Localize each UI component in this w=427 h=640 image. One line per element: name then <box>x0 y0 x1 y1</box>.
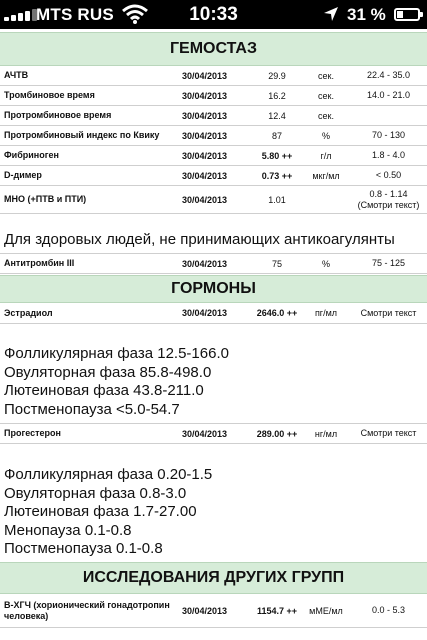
test-name: В-ХГЧ (хорионический гонадотропин человека) <box>4 599 170 621</box>
test-name: Антитромбин III <box>4 258 75 268</box>
test-reference: 70 - 130 <box>371 130 406 140</box>
note-line: Менопауза 0.1-0.8 <box>4 521 132 539</box>
test-date: 30/04/2013 <box>182 308 228 318</box>
test-reference: 75 - 125 <box>371 258 406 268</box>
test-value: 5.80 ++ <box>261 150 293 161</box>
note-line: Лютеиновая фаза 1.7-27.00 <box>4 503 197 520</box>
test-name: МНО (+ПТВ и ПТИ) <box>4 194 87 204</box>
test-reference: Смотри текст <box>360 428 417 438</box>
test-name: Эстрадиол <box>4 307 53 318</box>
test-name: Тромбиновое время <box>4 90 95 100</box>
test-name: Прогестерон <box>4 428 61 438</box>
test-unit: сек. <box>318 110 334 121</box>
clock: 10:33 <box>189 4 238 25</box>
test-name: D-димер <box>4 170 42 180</box>
test-date: 30/04/2013 <box>182 130 228 141</box>
note-line: Постменопауза 0.1-0.8 <box>4 540 163 557</box>
status-bar <box>0 0 427 29</box>
test-name: Протромбиновый индекс по Квику <box>4 130 160 140</box>
test-value: 2646.0 ++ <box>256 308 298 318</box>
section-title: ИССЛЕДОВАНИЯ ДРУГИХ ГРУПП <box>82 569 345 586</box>
test-unit: пг/мл <box>314 308 338 318</box>
test-value: 12.4 <box>268 110 286 121</box>
result-row <box>0 66 427 86</box>
test-unit: нг/мл <box>314 428 338 439</box>
test-date: 30/04/2013 <box>182 605 228 616</box>
test-unit: мМЕ/мл <box>309 605 343 616</box>
note-line: Фолликулярная фаза 0.20-1.5 <box>4 466 213 483</box>
section-header-hemostasis <box>0 32 427 66</box>
test-unit: сек. <box>318 70 334 81</box>
test-value: 16.2 <box>268 90 286 101</box>
carrier-name: MTS RUS <box>36 5 114 24</box>
section-header-hormones <box>0 275 427 303</box>
test-date: 30/04/2013 <box>182 194 228 205</box>
battery-icon <box>394 8 420 21</box>
section-title: ГЕМОСТАЗ <box>169 40 257 57</box>
test-reference <box>350 106 427 125</box>
test-date: 30/04/2013 <box>182 110 228 121</box>
result-row-antithrombin <box>0 253 427 274</box>
test-date: 30/04/2013 <box>182 428 228 439</box>
note-line: Фолликулярная фаза 12.5-166.0 <box>4 345 229 362</box>
test-value: 0.73 ++ <box>261 170 293 181</box>
test-reference: 0.8 - 1.14 (Смотри текст) <box>357 188 420 210</box>
battery-percent: 31 % <box>347 5 386 24</box>
anticoagulant-note: Для здоровых людей, не принимающих антикоагулянты <box>4 231 395 248</box>
test-reference: 0.0 - 5.3 <box>371 605 406 615</box>
result-row-hcg <box>0 594 427 628</box>
note-line: Овуляторная фаза 0.8-3.0 <box>4 484 187 502</box>
result-row <box>0 146 427 166</box>
test-unit <box>302 186 350 213</box>
test-name: Фибриноген <box>4 150 59 160</box>
section-title: ГОРМОНЫ <box>171 280 256 297</box>
progesterone-reference-notes <box>4 466 212 559</box>
test-date: 30/04/2013 <box>182 258 228 269</box>
section-header-other <box>0 562 427 594</box>
note-line: Лютеиновая фаза 43.8-211.0 <box>4 382 204 399</box>
test-unit: г/л <box>320 150 332 161</box>
test-value: 1154.7 ++ <box>256 605 298 616</box>
test-unit: % <box>321 258 330 269</box>
test-value: 29.9 <box>268 70 286 81</box>
result-row <box>0 186 427 214</box>
location-arrow-icon <box>323 6 339 22</box>
test-value: 75 <box>271 258 282 269</box>
result-row-progesterone <box>0 423 427 444</box>
test-name: Протромбиновое время <box>4 110 112 120</box>
test-date: 30/04/2013 <box>182 170 228 181</box>
result-row <box>0 86 427 106</box>
test-date: 30/04/2013 <box>182 150 228 161</box>
result-row <box>0 106 427 126</box>
results-page[interactable] <box>0 29 427 640</box>
test-reference: 14.0 - 21.0 <box>366 90 411 100</box>
result-row <box>0 126 427 146</box>
result-row <box>0 166 427 186</box>
test-date: 30/04/2013 <box>182 90 228 101</box>
test-reference: < 0.50 <box>375 170 402 180</box>
result-row-estradiol <box>0 303 427 324</box>
note-line: Постменопауза <5.0-54.7 <box>4 400 180 418</box>
test-reference: 1.8 - 4.0 <box>371 150 406 160</box>
test-value: 289.00 ++ <box>256 428 298 439</box>
test-reference: Смотри текст <box>360 307 417 318</box>
note-line: Овуляторная фаза 85.8-498.0 <box>4 363 212 381</box>
estradiol-reference-notes <box>4 345 229 419</box>
test-name: АЧТВ <box>4 70 29 80</box>
test-unit: сек. <box>318 90 334 101</box>
test-reference: 22.4 - 35.0 <box>366 70 411 80</box>
test-date: 30/04/2013 <box>182 70 228 81</box>
test-value: 87 <box>271 130 282 141</box>
test-unit: % <box>321 130 330 141</box>
test-unit: мкг/мл <box>312 170 340 181</box>
test-value: 1.01 <box>268 194 286 205</box>
